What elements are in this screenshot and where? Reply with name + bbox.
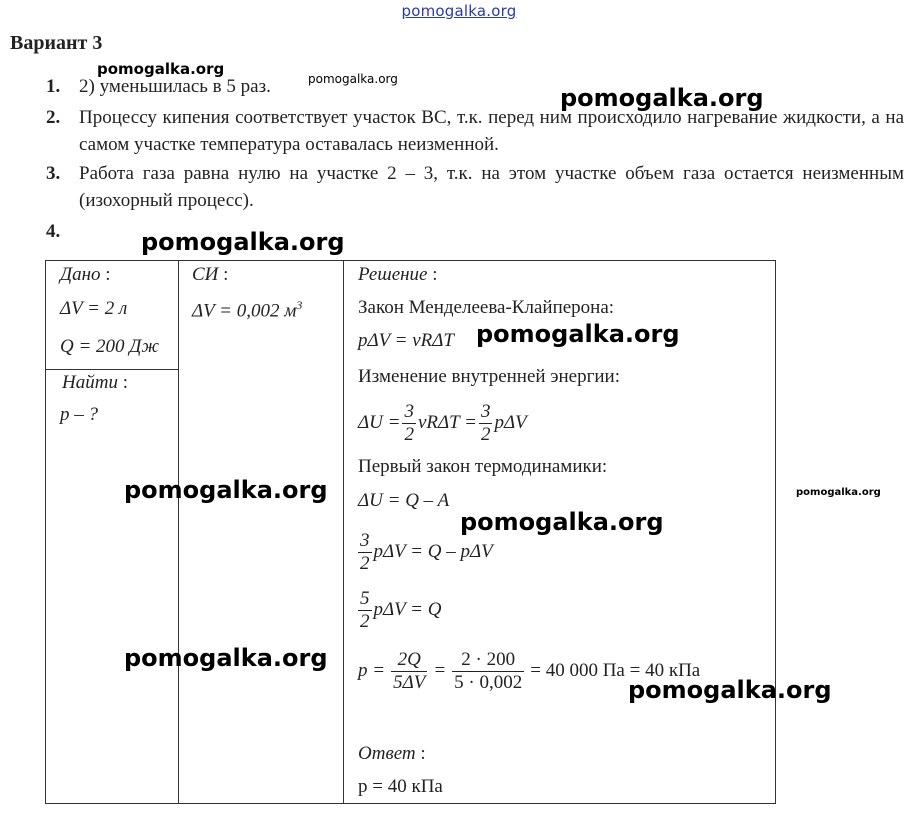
table-border-right [775,260,776,804]
answer-1-text: 2) уменьшилась в 5 раз. [79,76,271,97]
solution-eq-ideal-gas: pΔV = νRΔT [358,330,454,351]
answer-2-number: 2. [46,107,61,128]
answer-1-number: 1. [46,76,61,97]
si-heading: СИ : [192,264,229,285]
answer-3-text: Работа газа равна нулю на участке 2 – 3, т.к. на этом участке объем газа остается неизменным (изохорный процесс). [79,163,904,211]
table-divider-1 [178,260,179,804]
watermark: pomogalka.org [628,676,832,704]
watermark: pomogalka.org [796,487,881,498]
page-title: Вариант 3 [10,32,103,54]
find-pressure: p – ? [60,404,98,425]
table-given-find-divider [45,369,179,370]
answer-4-number: 4. [46,221,61,242]
table-border-left [45,260,46,804]
solution-law-thermodynamics: Первый закон термодинамики: [358,456,608,477]
given-heading: Дано : [60,264,111,285]
si-volume: ΔV = 0,002 $м^3$ [192,298,303,322]
table-divider-2 [343,260,344,804]
solution-eq-internal-energy: ΔU = $\frac{3}{2}$ νRΔT = $\frac{3}{2}$ pΔV [358,400,527,445]
watermark: pomogalka.org [124,644,328,672]
watermark: pomogalka.org [476,320,680,348]
watermark: pomogalka.org [460,508,664,536]
watermark: pomogalka.org [308,72,398,86]
answer-value: p = 40 кПа [358,776,443,797]
table-border-top [45,260,776,261]
answer-3-number: 3. [46,163,61,184]
solution-law-internal-energy: Изменение внутренней энергии: [358,366,620,387]
watermark: pomogalka.org [124,476,328,504]
answer-heading: Ответ : [358,743,426,764]
site-header-link[interactable]: pomogalka.org [401,2,517,20]
find-heading: Найти : [62,372,128,393]
answer-2-text: Процессу кипения соответствует участок ВС, т.к. перед ним происходило нагревание жидкости, а на самом участке температура оставалась неизменной. [79,107,904,155]
watermark: pomogalka.org [560,84,764,112]
solution-eq-substitution: $\frac{3}{2}$ pΔV = Q – pΔV [360,529,493,574]
solution-eq-result: p = $\frac{2Q}{5\Delta V}$ = $\frac{2 \cdot 200}{5 \cdot 0,002}$ = 40 000 Па = 40 кПа [358,648,701,693]
solution-law-mendeleev: Закон Менделеева-Клайперона: [358,297,615,318]
solution-eq-simplified: $\frac{5}{2}$ pΔV = Q [360,587,442,632]
solution-heading: Решение : [358,264,438,285]
watermark: pomogalka.org [97,60,225,78]
watermark: pomogalka.org [141,228,345,256]
table-border-bottom [45,803,776,804]
solution-eq-first-law: ΔU = Q – A [358,490,450,511]
given-heat: Q = 200 Дж [60,336,160,357]
given-volume: ΔV = 2 л [60,298,128,319]
